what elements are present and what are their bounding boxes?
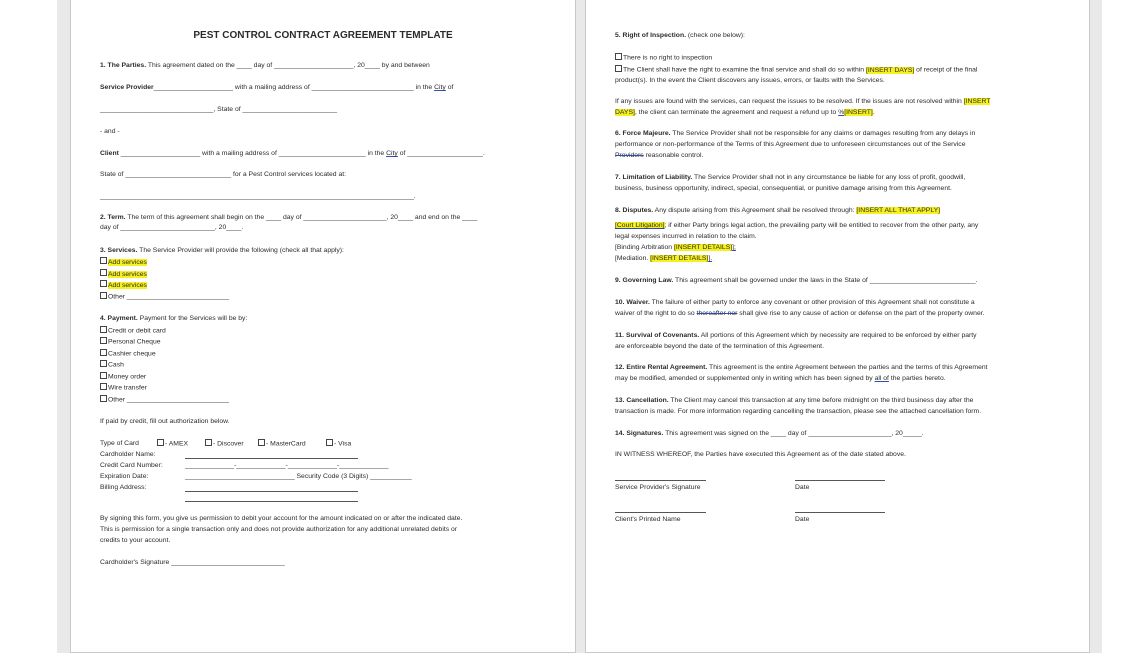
payment-option-label: Wire transfer — [108, 384, 147, 392]
checkbox-icon[interactable] — [326, 439, 333, 446]
provider-signature-label: Service Provider's Signature — [615, 484, 701, 491]
s8-court-line-2: legal expenses incurred in relation to the claim. — [615, 233, 757, 240]
arbitration-end: ]; — [732, 244, 736, 251]
checkbox-icon[interactable] — [205, 439, 212, 446]
s10-text: The failure of either party to enforce any covenant or other provision of this Agreement shall not constitute a — [649, 299, 975, 306]
client-date-field[interactable] — [795, 512, 885, 513]
s10-line-1 — [615, 298, 975, 307]
inspection-option-1[interactable] — [615, 53, 712, 63]
checkbox-icon[interactable] — [100, 326, 107, 333]
card-number-field[interactable]: _____________-_____________-_____________-_____________ — [185, 462, 389, 469]
payment-option-label: Personal Cheque — [108, 338, 161, 346]
service-provider-line — [100, 83, 453, 92]
s8-court-line — [615, 221, 978, 230]
payment-option-label: Money order — [108, 373, 147, 381]
card-type-discover[interactable] — [205, 439, 244, 449]
payment-option-label: Credit or debit card — [108, 327, 166, 335]
s13-line-2: transaction is made. For more information regarding cancelling the transaction, please see the attached cancellation form. — [615, 408, 982, 415]
arbitration-text: [Binding Arbitration — [615, 244, 674, 251]
card-type-label: - MasterCard — [266, 440, 306, 448]
s5-text: If any issues are found with the services, can request the issues to be resolved. If the issues are not resolved within — [615, 98, 964, 105]
checkbox-icon[interactable] — [100, 257, 107, 264]
service-item-label: Add services — [108, 258, 147, 266]
s13-heading: 13. Cancellation. — [615, 397, 669, 404]
all-of-text: all of — [874, 375, 889, 382]
witness-statement: IN WITNESS WHEREOF, the Parties have executed this Agreement as of the date stated above. — [615, 451, 906, 458]
s10-text-end: shall give rise to any cause of action or defense on the part of the property owner. — [737, 310, 985, 317]
client-name-label: Client's Printed Name — [615, 516, 681, 523]
service-item-label: Add services — [108, 270, 147, 278]
s12-heading: 12. Entire Rental Agreement. — [615, 364, 708, 371]
mediation-text: [Mediation. — [615, 255, 651, 262]
s12-text-end: the parties hereto. — [888, 375, 946, 382]
option-label: The Client shall have the right to examine the final service and shall do so within — [623, 66, 866, 74]
s6-heading: 6. Force Majeure. — [615, 130, 671, 137]
s5-period: . — [872, 109, 875, 116]
card-number-label: Credit Card Number: — [100, 462, 163, 469]
insert-placeholder: DAYS] — [615, 109, 635, 116]
s14-text: This agreement was signed on the ____ day of ______________________, 20_____. — [663, 430, 924, 437]
s9-text: This agreement shall be governed under the laws in the State of ____________________________. — [673, 277, 978, 284]
service-provider-fill: _____________________ with a mailing address of ___________________________ in the — [153, 84, 435, 91]
s8-text: Any dispute arising from this Agreement shall be resolved through: — [653, 207, 857, 214]
client-label: Client — [100, 150, 119, 157]
s14-line — [615, 429, 924, 438]
s5-heading-line — [615, 31, 745, 40]
services-heading: 3. Services. — [100, 247, 138, 254]
s10-strike-text: thereafter nor — [696, 310, 738, 317]
s6-text-end: reasonable control. — [643, 152, 704, 159]
consent-line-1: By signing this form, you give us permission to debit your account for the amount indicated on or after the indicated date. — [100, 515, 463, 522]
checkbox-icon[interactable] — [157, 439, 164, 446]
insert-placeholder: [INSERT DETAILS] — [650, 255, 709, 262]
cardholder-name-label: Cardholder Name: — [100, 451, 156, 458]
s12-text: may be modified, amended or supplemented only in writing which has been signed by — [615, 375, 875, 382]
document-page-1 — [70, 0, 576, 653]
s7-line-2: business, business opportunity, indirect, special, consequential, or punitive damage arising from this Agreement. — [615, 185, 952, 192]
document-page-2 — [585, 0, 1090, 653]
service-item[interactable] — [100, 280, 147, 290]
and-separator: - and - — [100, 128, 120, 135]
service-provider-label: Service Provider — [100, 84, 154, 91]
s11-heading: 11. Survival of Covenants. — [615, 332, 700, 339]
s5-paragraph-line-2 — [615, 108, 875, 117]
insert-placeholder: [INSERT] — [844, 109, 873, 116]
service-item-label: Add services — [108, 281, 147, 289]
service-item[interactable] — [100, 257, 147, 267]
s10-heading: 10. Waiver. — [615, 299, 650, 306]
s7-heading: 7. Limitation of Liability. — [615, 174, 693, 181]
payment-option[interactable] — [100, 395, 229, 405]
page-title: PEST CONTROL CONTRACT AGREEMENT TEMPLATE — [193, 30, 453, 41]
service-item-other[interactable] — [100, 292, 229, 302]
s5-paragraph-line-1 — [615, 97, 990, 106]
payment-option[interactable] — [100, 372, 146, 382]
s6-line-2: performance or non-performance of the Terms of this Agreement due to unforeseen circumstances out of the Service — [615, 141, 966, 148]
consent-line-2: This is permission for a single transaction only and does not provide authorization for any additional unrelated debits or — [100, 526, 458, 533]
s8-heading: 8. Disputes. — [615, 207, 654, 214]
percent-sign: % — [838, 109, 845, 116]
s5-text: , the client can terminate the agreement and request a refund up to — [634, 109, 839, 116]
mediation-end: ]. — [708, 255, 713, 262]
payment-option[interactable] — [100, 360, 124, 370]
card-type-label: - AMEX — [165, 440, 189, 448]
s7-line-1 — [615, 173, 965, 182]
payment-text: Payment for the Services will be by: — [137, 315, 248, 322]
card-type-mastercard[interactable] — [258, 439, 306, 449]
checkbox-icon[interactable] — [615, 65, 622, 72]
s12-line-2 — [615, 374, 946, 383]
checkbox-icon[interactable] — [100, 372, 107, 379]
s6-line-3 — [615, 151, 703, 160]
insert-placeholder: [INSERT ALL THAT APPLY] — [856, 207, 941, 214]
checkbox-icon[interactable] — [100, 349, 107, 356]
client-end: of ____________________. — [397, 150, 485, 157]
payment-option[interactable] — [100, 383, 147, 393]
s6-text: The Service Provider shall not be responsible for any claims or damages resulting from any delays in — [670, 130, 976, 137]
s9-line — [615, 276, 977, 285]
s5-note: (check one below): — [686, 32, 745, 39]
payment-option-label: Other ___________________________ — [108, 396, 229, 404]
cardholder-name-field[interactable] — [185, 458, 358, 459]
provider-date-field[interactable] — [795, 480, 885, 481]
checkbox-icon[interactable] — [100, 383, 107, 390]
term-heading: 2. Term. — [100, 214, 126, 221]
insert-placeholder: [INSERT DETAILS] — [673, 244, 733, 251]
s6-line-1 — [615, 129, 975, 138]
client-name-field[interactable] — [615, 512, 706, 513]
s12-line-1 — [615, 363, 988, 372]
term-text: The term of this agreement shall begin on the ____ day of ______________________, 20____ and end on the ____ — [125, 214, 478, 221]
checkbox-icon[interactable] — [615, 53, 622, 60]
card-type-label: - Discover — [213, 440, 244, 448]
providers-word: Providers — [615, 152, 644, 159]
expiration-label: Expiration Date: — [100, 473, 149, 480]
payment-intro — [100, 314, 247, 323]
credit-intro: If paid by credit, fill out authorization below. — [100, 418, 230, 425]
s8-mediation-line — [615, 254, 712, 263]
checkbox-icon[interactable] — [100, 292, 107, 299]
checkbox-icon[interactable] — [100, 280, 107, 287]
insert-placeholder: [INSERT DAYS] — [865, 66, 915, 74]
s11-line-1 — [615, 331, 977, 340]
client-line — [100, 149, 485, 158]
client-date-label: Date — [795, 516, 810, 523]
parties-line-1 — [100, 61, 430, 70]
service-other-label: Other ___________________________ — [108, 293, 229, 301]
provider-date-label: Date — [795, 484, 810, 491]
s12-text: This agreement is the entire Agreement between the parties and the terms of this Agreement — [707, 364, 988, 371]
checkbox-icon[interactable] — [100, 395, 107, 402]
checkbox-icon[interactable] — [100, 360, 107, 367]
services-intro — [100, 246, 344, 255]
card-type-amex[interactable] — [157, 439, 188, 449]
card-type-label: - Visa — [334, 440, 352, 448]
option-label: There is no right to inspection — [623, 54, 713, 62]
provider-signature-field[interactable] — [615, 480, 706, 481]
card-type-visa[interactable] — [326, 439, 351, 449]
inspection-option-2-line-2: product(s). In the event the Client discovers any issues, errors, or faults with the Services. — [615, 77, 885, 84]
card-type-label: Type of Card — [100, 440, 139, 447]
payment-heading: 4. Payment. — [100, 315, 138, 322]
s14-heading: 14. Signatures. — [615, 430, 664, 437]
parties-text: This agreement dated on the ____ day of _____________________, 20____ by and between — [146, 62, 430, 69]
payment-option-label: Cashier cheque — [108, 350, 156, 358]
s11-line-2: are enforceable beyond the date of the termination of this Agreement. — [615, 343, 824, 350]
client-fill: _____________________ with a mailing address of _______________________ in the — [118, 150, 387, 157]
payment-option[interactable] — [100, 349, 156, 359]
term-line-1 — [100, 213, 477, 222]
payment-option-label: Cash — [108, 361, 124, 369]
s11-text: All portions of this Agreement which by necessity are required to be enforced by either party — [699, 332, 977, 339]
option-label-end: of receipt of the final — [914, 66, 978, 74]
s8-arbitration-line — [615, 243, 736, 252]
client-city-word: City — [386, 150, 398, 157]
expiration-field[interactable]: _____________________________ Security Code (3 Digits) ___________ — [185, 473, 412, 480]
s10-line-2 — [615, 309, 985, 318]
s13-line-1 — [615, 396, 973, 405]
billing-address-field-2[interactable] — [185, 501, 358, 502]
s8-court-text: ; if either Party brings legal action, the prevailing party will be entitled to recover from the other party, any — [664, 222, 979, 229]
billing-address-field[interactable] — [185, 491, 358, 492]
insert-placeholder: [INSERT — [963, 98, 991, 105]
state-line: ______________________________, State of _________________________ — [100, 106, 337, 113]
s9-heading: 9. Governing Law. — [615, 277, 674, 284]
address-line: ___________________________________________________________________________________. — [100, 193, 416, 200]
s7-text: The Service Provider shall not in any circumstance be liable for any loss of profit, goodwill, — [692, 174, 966, 181]
inspection-option-2[interactable] — [615, 65, 977, 75]
s10-text: waiver of the right to do so — [615, 310, 697, 317]
checkbox-icon[interactable] — [258, 439, 265, 446]
billing-address-label: Billing Address: — [100, 484, 147, 491]
city-word: City — [434, 84, 446, 91]
term-line-2: day of _________________________, 20____. — [100, 224, 244, 231]
checkbox-icon[interactable] — [100, 269, 107, 276]
cardholder-signature: Cardholder's Signature ______________________________ — [100, 559, 285, 566]
payment-option[interactable] — [100, 326, 166, 336]
s5-heading: 5. Right of Inspection. — [615, 32, 686, 39]
payment-option[interactable] — [100, 337, 161, 347]
checkbox-icon[interactable] — [100, 337, 107, 344]
of-word: of — [445, 84, 454, 91]
s13-text: The Client may cancel this transaction at any time before midnight on the third business day after the — [668, 397, 974, 404]
consent-line-3: credits to your account. — [100, 537, 171, 544]
service-item[interactable] — [100, 269, 147, 279]
court-litigation: [Court Litigation] — [615, 222, 665, 229]
s8-line-1 — [615, 206, 940, 215]
services-text: The Service Provider will provide the following (check all that apply): — [137, 247, 344, 254]
state2-line: State of ____________________________ for a Pest Control services located at: — [100, 171, 347, 178]
parties-heading: 1. The Parties. — [100, 62, 147, 69]
